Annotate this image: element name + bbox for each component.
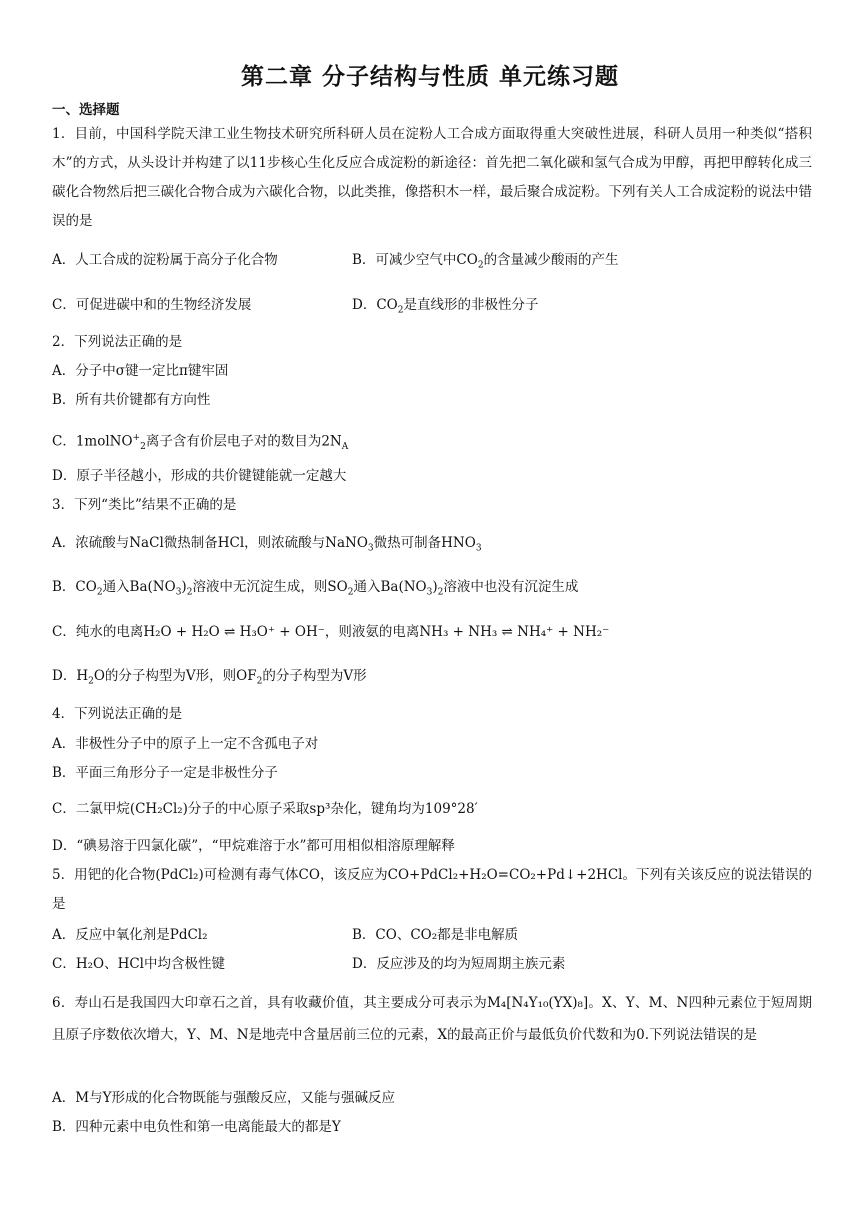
q4-option-a: A．非极性分子中的原子上一定不含孤电子对 [52,736,319,752]
question-6-stem: 6．寿山石是我国四大印章石之首，具有收藏价值，其主要成分可表示为M₄[N₄Y₁₀(YX)₈]。X、Y、M、N四种元素位于短周期且原子序数依次增大，Y、M、N是地壳中含量居前三位的元素，X的最高正价与最低负价代数和为0.下列说法错误的是 [52,995,812,1043]
question-2-stem: 2．下列说法正确的是 [52,334,183,350]
question-3-stem: 3．下列“类比”结果不正确的是 [52,497,237,513]
q2-option-b: B．所有共价键都有方向性 [52,392,211,408]
question-5-stem: 5．用钯的化合物(PdCl₂)可检测有毒气体CO，该反应为CO+PdCl₂+H₂O=CO₂+Pd↓+2HCl。下列有关该反应的说法错误的是 [52,867,812,912]
q5-option-b: B．CO、CO₂都是非电解质 [352,927,519,943]
q2-option-d: D．原子半径越小，形成的共价键键能就一定越大 [52,468,347,484]
q4-option-b: B．平面三角形分子一定是非极性分子 [52,765,278,781]
question-1-stem: 1．目前，中国科学院天津工业生物技术研究所科研人员在淀粉人工合成方面取得重大突破性进展，科研人员用一种类似“搭积木”的方式，从头设计并构建了以11步核心生化反应合成淀粉的新途径：首先把二氧化碳和氢气合成为甲醇，再把甲醇转化成三碳化合物然后把三碳化合物合成为六碳化合物，以此类推，像搭积木一样，最后聚合成淀粉。下列有关人工合成淀粉的说法中错误的是 [52,126,812,229]
q3-option-d: D．$H_2O$的分子构型为V形，则$OF_2$的分子构型为V形 [52,668,367,687]
q3-option-c: C．纯水的电离H₂O + H₂O ⇌ H₃O⁺ + OH⁻，则液氨的电离NH₃ + NH₃ ⇌ NH₄⁺ + NH₂⁻ [52,624,610,640]
q6-option-b: B．四种元素中电负性和第一电离能最大的都是Y [52,1119,341,1135]
question-4-stem: 4．下列说法正确的是 [52,706,183,722]
q5-option-a: A．反应中氧化剂是PdCl₂ [52,927,208,943]
q1-option-c: C．可促进碳中和的生物经济发展 [52,297,252,313]
q3-option-a: A．浓硫酸与NaCl微热制备HCl，则浓硫酸与NaNO$_3$微热可制备$HNO_3$ [52,535,482,554]
q4-option-d: D．“碘易溶于四氯化碳”，“甲烷难溶于水”都可用相似相溶原理解释 [52,838,455,854]
q1-option-d: D．$CO_2$是直线形的非极性分子 [352,297,539,316]
q1-option-b: B．可减少空气中$CO_2$的含量减少酸雨的产生 [352,252,619,271]
page-title: 第二章 分子结构与性质 单元练习题 [240,64,619,90]
q3-option-b: B．$CO_2$通入$Ba(NO_3)_2$溶液中无沉淀生成，则$SO_2$通入$Ba(NO_3)_2$溶液中也没有沉淀生成 [52,579,579,598]
q1-option-a: A．人工合成的淀粉属于高分子化合物 [52,252,278,268]
section-heading: 一、选择题 [52,102,120,118]
q5-option-c: C．H₂O、HCl中均含极性键 [52,956,226,972]
q2-option-c: C．1molNO+$_2$离子含有价层电子对的数目为$2N_A$ [52,433,349,453]
q2-option-a: A．分子中σ键一定比π键牢固 [52,363,229,379]
q6-option-a: A．M与Y形成的化合物既能与强酸反应，又能与强碱反应 [52,1090,395,1106]
q4-option-c: C．二氯甲烷(CH₂Cl₂)分子的中心原子采取sp³杂化，键角均为109°28′ [52,801,478,817]
q5-option-d: D．反应涉及的均为短周期主族元素 [352,956,566,972]
